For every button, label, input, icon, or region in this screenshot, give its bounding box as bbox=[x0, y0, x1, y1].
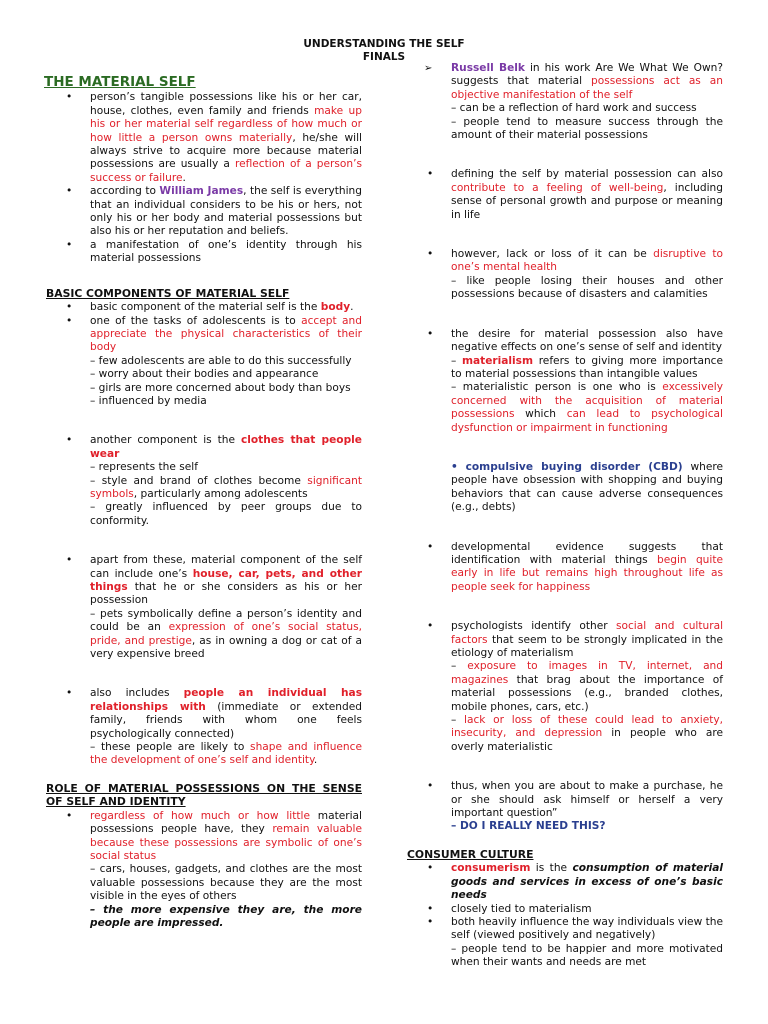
material-self-heading: THE MATERIAL SELF bbox=[44, 74, 196, 90]
list-item: ➢ Russell Belk in his work Are We What We Own? suggests that material possessions act as an objective manifestation of the self – can be a reflection of hard work and success – people tend to measure success through the amount of their material possessions bbox=[407, 62, 723, 142]
title-line-2: FINALS bbox=[362, 51, 406, 63]
list-item: • both heavily influence the way individuals view the self (viewed positively and negatively) – people tend to be happier and more motivated when their wants and needs are met bbox=[407, 916, 723, 970]
basic-components-list-4 bbox=[46, 687, 362, 767]
consumer-culture-list bbox=[407, 862, 723, 969]
list-item: • the desire for material possession also have negative effects on one’s sense of self and identity – materialism refers to giving more importance to material possessions than intangible values – materialistic person is one who is excessively concerned with the acquisition of material possessions which can lead to psychological dysfunction or impairment in functioning bbox=[407, 328, 723, 435]
list-item: • consumerism is the consumption of material goods and services in excess of one’s basic needs bbox=[407, 862, 723, 902]
list-item: • thus, when you are about to make a purchase, he or she should ask himself or herself a very important question” – DO I REALLY NEED THIS? bbox=[407, 780, 723, 834]
arrow-list bbox=[407, 62, 723, 142]
right-list-2 bbox=[407, 248, 723, 302]
basic-components-list bbox=[46, 301, 362, 408]
list-item: • according to William James, the self is everything that an individual considers to be his or hers, not only his or her body and material possessions but also his or her reputation and beliefs. bbox=[46, 185, 362, 239]
list-item: • apart from these, material component of the self can include one’s house, car, pets, and other things that he or she considers as his or her possession – pets symbolically define a person’s identity and could be an expression of one’s social status, pride, and prestige, as in owning a dog or cat of a very expensive breed bbox=[46, 554, 362, 661]
list-item: • a manifestation of one’s identity through his material possessions bbox=[46, 239, 362, 266]
basic-components-heading: BASIC COMPONENTS OF MATERIAL SELF bbox=[46, 286, 290, 300]
material-self-list bbox=[46, 91, 362, 265]
key-question: – DO I REALLY NEED THIS? bbox=[451, 820, 606, 833]
basic-components-list-3 bbox=[46, 554, 362, 661]
right-list-1 bbox=[407, 168, 723, 222]
role-heading: ROLE OF MATERIAL POSSESSIONS ON THE SENSE OF SELF AND IDENTITY bbox=[46, 781, 362, 809]
list-item: • compulsive buying disorder (CBD) where people have obsession with shopping and buying behaviors that can cause adverse consequences (e.g., debts) bbox=[451, 460, 724, 514]
page-title bbox=[0, 38, 768, 64]
role-list bbox=[46, 810, 362, 931]
left-column bbox=[46, 62, 362, 930]
list-item: • closely tied to materialism bbox=[407, 903, 723, 916]
right-column bbox=[407, 62, 723, 970]
list-item: • regardless of how much or how little material possessions people have, they remain valuable because these possessions are symbolic of one’s social status – cars, houses, gadgets, and clothes are the most valuable possessions because they are the most visible in the eyes of others – the more expensive they are, the more people are impressed. bbox=[46, 810, 362, 931]
list-item: • however, lack or loss of it can be disruptive to one’s mental health – like people losing their houses and other possessions because of disasters and calamities bbox=[407, 248, 723, 302]
list-item: • one of the tasks of adolescents is to accept and appreciate the physical characteristics of their body – few adolescents are able to do this successfully – worry about their bodies and appearance – girls are more concerned about body than boys – influenced by media bbox=[46, 315, 362, 409]
right-list-6 bbox=[407, 780, 723, 834]
right-list-4 bbox=[407, 541, 723, 595]
cbd-list bbox=[407, 461, 723, 515]
list-item: • psychologists identify other social and cultural factors that seem to be strongly implicated in the etiology of materialism – exposure to images in TV, internet, and magazines that brag about the importance of material possessions (e.g., branded clothes, mobile phones, cars, etc.) – lack or loss of these could lead to anxiety, insecurity, and depression in people who are overly materialistic bbox=[407, 620, 723, 754]
list-item: • developmental evidence suggests that identification with material things begin quite early in life but remains high throughout life as people seek for happiness bbox=[407, 541, 723, 595]
william-james-name: William James bbox=[159, 185, 244, 198]
list-item: • person’s tangible possessions like his or her car, house, clothes, even family and friends make up his or her material self regardless of how much or how little a person owns materially, he/she will always strive to acquire more because material possessions are usually a reflection of a person’s success or failure. bbox=[46, 91, 362, 185]
list-item: • defining the self by material possession can also contribute to a feeling of well-being, including sense of personal growth and purpose or meaning in life bbox=[407, 168, 723, 222]
cbd-bullet: • bbox=[451, 460, 458, 473]
list-item: • another component is the clothes that people wear – represents the self – style and brand of clothes become significant symbols, particularly among adolescents – greatly influenced by peer groups due to conformity. bbox=[46, 434, 362, 528]
right-list-5 bbox=[407, 620, 723, 754]
consumer-culture-heading: CONSUMER CULTURE bbox=[407, 847, 534, 861]
right-list-3 bbox=[407, 328, 723, 435]
title-line-1: UNDERSTANDING THE SELF bbox=[303, 38, 465, 50]
list-item: • also includes people an individual has relationships with (immediate or extended family, friends with whom one feels psychologically connected) – these people are likely to shape and influence the development of one’s self and identity. bbox=[46, 687, 362, 767]
list-item: • basic component of the material self is the body. bbox=[46, 301, 362, 314]
basic-components-list-2 bbox=[46, 434, 362, 528]
russell-belk-name: Russell Belk bbox=[451, 62, 525, 74]
